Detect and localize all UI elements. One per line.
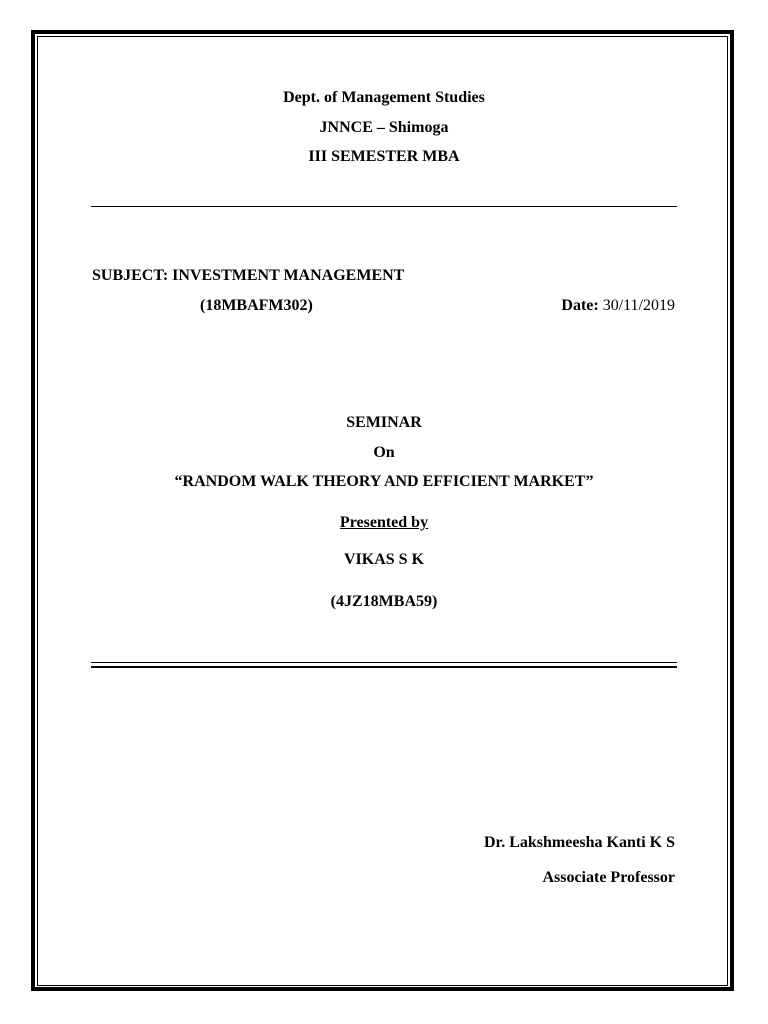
guide-name: Dr. Lakshmeesha Kanti K S <box>484 834 675 851</box>
divider-top <box>91 206 677 207</box>
date-value: 30/11/2019 <box>598 297 675 314</box>
divider-bottom <box>91 662 677 668</box>
seminar-on: On <box>373 444 395 461</box>
guide-designation: Associate Professor <box>542 869 675 886</box>
seminar-title: “RANDOM WALK THEORY AND EFFICIENT MARKET” <box>174 473 594 490</box>
bottom-border-line <box>35 989 734 990</box>
subject-code: (18MBAFM302) <box>200 297 313 314</box>
presented-by: Presented by <box>339 514 429 531</box>
seminar-heading: SEMINAR <box>346 414 422 431</box>
subject-label: SUBJECT: INVESTMENT MANAGEMENT <box>92 267 405 284</box>
date-label: Date: <box>561 297 599 314</box>
semester: III SEMESTER MBA <box>308 148 460 165</box>
department-name: Dept. of Management Studies <box>283 89 485 106</box>
presenter-name: VIKAS S K <box>343 551 425 568</box>
college-name: JNNCE – Shimoga <box>319 119 449 136</box>
presenter-usn: (4JZ18MBA59) <box>330 593 438 610</box>
date <box>561 296 675 316</box>
